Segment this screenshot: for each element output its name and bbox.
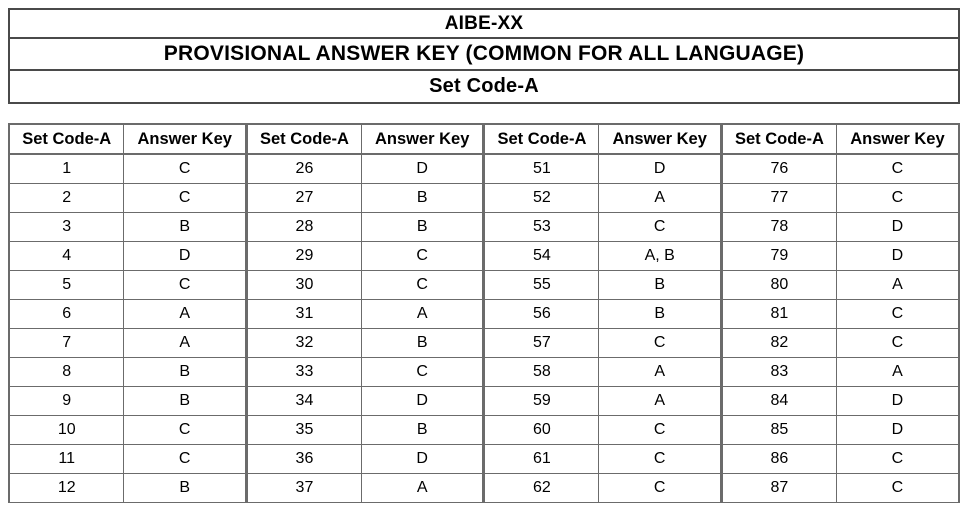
answer-value: A bbox=[361, 473, 484, 502]
answer-value: C bbox=[599, 212, 722, 241]
question-number: 81 bbox=[721, 299, 836, 328]
answer-value: A bbox=[124, 299, 247, 328]
question-number: 79 bbox=[721, 241, 836, 270]
question-number: 7 bbox=[9, 328, 124, 357]
answer-value: D bbox=[361, 444, 484, 473]
answer-value: D bbox=[361, 386, 484, 415]
question-number: 80 bbox=[721, 270, 836, 299]
column-header-set-code-1: Set Code-A bbox=[9, 124, 124, 154]
question-number: 31 bbox=[246, 299, 361, 328]
question-number: 51 bbox=[484, 154, 599, 183]
answer-value: A bbox=[599, 357, 722, 386]
table-row bbox=[9, 270, 959, 299]
answer-value: B bbox=[361, 415, 484, 444]
answer-value: A, B bbox=[599, 241, 722, 270]
answer-value: D bbox=[836, 241, 959, 270]
answer-value: B bbox=[124, 386, 247, 415]
question-number: 27 bbox=[246, 183, 361, 212]
question-number: 1 bbox=[9, 154, 124, 183]
table-row bbox=[9, 212, 959, 241]
column-header-set-code-4: Set Code-A bbox=[721, 124, 836, 154]
question-number: 60 bbox=[484, 415, 599, 444]
answer-value: B bbox=[361, 183, 484, 212]
question-number: 85 bbox=[721, 415, 836, 444]
answer-value: C bbox=[599, 328, 722, 357]
answer-value: C bbox=[599, 444, 722, 473]
question-number: 2 bbox=[9, 183, 124, 212]
table-row bbox=[9, 299, 959, 328]
answer-value: B bbox=[361, 328, 484, 357]
question-number: 58 bbox=[484, 357, 599, 386]
column-header-set-code-3: Set Code-A bbox=[484, 124, 599, 154]
table-row bbox=[9, 386, 959, 415]
question-number: 54 bbox=[484, 241, 599, 270]
question-number: 3 bbox=[9, 212, 124, 241]
answer-value: D bbox=[124, 241, 247, 270]
question-number: 84 bbox=[721, 386, 836, 415]
question-number: 87 bbox=[721, 473, 836, 502]
column-header-answer-key-1: Answer Key bbox=[124, 124, 247, 154]
answer-value: C bbox=[124, 415, 247, 444]
answer-value: B bbox=[124, 357, 247, 386]
question-number: 61 bbox=[484, 444, 599, 473]
question-number: 52 bbox=[484, 183, 599, 212]
question-number: 33 bbox=[246, 357, 361, 386]
answer-value: C bbox=[361, 270, 484, 299]
answer-value: C bbox=[836, 473, 959, 502]
answer-value: C bbox=[836, 328, 959, 357]
question-number: 57 bbox=[484, 328, 599, 357]
exam-title: AIBE-XX bbox=[10, 10, 958, 39]
answer-value: C bbox=[836, 183, 959, 212]
question-number: 32 bbox=[246, 328, 361, 357]
table-row bbox=[9, 473, 959, 502]
answer-value: C bbox=[836, 444, 959, 473]
answer-value: A bbox=[361, 299, 484, 328]
table-header-row bbox=[9, 124, 959, 154]
answer-value: C bbox=[836, 299, 959, 328]
answer-value: D bbox=[361, 154, 484, 183]
answer-value: A bbox=[599, 183, 722, 212]
answer-value: A bbox=[599, 386, 722, 415]
question-number: 30 bbox=[246, 270, 361, 299]
document-header bbox=[8, 8, 960, 104]
answer-key-table-body bbox=[9, 154, 959, 502]
question-number: 11 bbox=[9, 444, 124, 473]
answer-value: C bbox=[361, 357, 484, 386]
question-number: 55 bbox=[484, 270, 599, 299]
question-number: 29 bbox=[246, 241, 361, 270]
question-number: 36 bbox=[246, 444, 361, 473]
answer-key-table bbox=[8, 123, 960, 503]
question-number: 35 bbox=[246, 415, 361, 444]
answer-value: A bbox=[836, 357, 959, 386]
answer-value: C bbox=[599, 473, 722, 502]
question-number: 12 bbox=[9, 473, 124, 502]
column-header-answer-key-3: Answer Key bbox=[599, 124, 722, 154]
table-row bbox=[9, 415, 959, 444]
answer-value: D bbox=[836, 386, 959, 415]
question-number: 4 bbox=[9, 241, 124, 270]
answer-value: C bbox=[124, 183, 247, 212]
answer-value: A bbox=[836, 270, 959, 299]
question-number: 83 bbox=[721, 357, 836, 386]
answer-value: C bbox=[124, 444, 247, 473]
table-row bbox=[9, 241, 959, 270]
question-number: 37 bbox=[246, 473, 361, 502]
question-number: 78 bbox=[721, 212, 836, 241]
question-number: 86 bbox=[721, 444, 836, 473]
document-subtitle: PROVISIONAL ANSWER KEY (COMMON FOR ALL LANGUAGE) bbox=[10, 39, 958, 71]
column-header-answer-key-2: Answer Key bbox=[361, 124, 484, 154]
question-number: 34 bbox=[246, 386, 361, 415]
question-number: 6 bbox=[9, 299, 124, 328]
answer-value: C bbox=[361, 241, 484, 270]
column-header-answer-key-4: Answer Key bbox=[836, 124, 959, 154]
answer-value: C bbox=[599, 415, 722, 444]
question-number: 56 bbox=[484, 299, 599, 328]
question-number: 76 bbox=[721, 154, 836, 183]
table-row bbox=[9, 444, 959, 473]
answer-value: D bbox=[836, 212, 959, 241]
question-number: 5 bbox=[9, 270, 124, 299]
question-number: 9 bbox=[9, 386, 124, 415]
table-row bbox=[9, 154, 959, 183]
answer-value: B bbox=[361, 212, 484, 241]
answer-value: D bbox=[836, 415, 959, 444]
question-number: 62 bbox=[484, 473, 599, 502]
answer-key-table-wrapper bbox=[8, 123, 960, 503]
question-number: 59 bbox=[484, 386, 599, 415]
question-number: 28 bbox=[246, 212, 361, 241]
question-number: 53 bbox=[484, 212, 599, 241]
table-row bbox=[9, 357, 959, 386]
answer-value: C bbox=[836, 154, 959, 183]
answer-value: B bbox=[124, 212, 247, 241]
question-number: 77 bbox=[721, 183, 836, 212]
question-number: 82 bbox=[721, 328, 836, 357]
question-number: 10 bbox=[9, 415, 124, 444]
answer-value: B bbox=[599, 270, 722, 299]
answer-value: D bbox=[599, 154, 722, 183]
answer-value: A bbox=[124, 328, 247, 357]
answer-value: B bbox=[124, 473, 247, 502]
question-number: 26 bbox=[246, 154, 361, 183]
table-row bbox=[9, 328, 959, 357]
answer-value: C bbox=[124, 270, 247, 299]
table-row bbox=[9, 183, 959, 212]
answer-value: B bbox=[599, 299, 722, 328]
question-number: 8 bbox=[9, 357, 124, 386]
set-code-title: Set Code-A bbox=[429, 75, 539, 97]
answer-value: C bbox=[124, 154, 247, 183]
column-header-set-code-2: Set Code-A bbox=[246, 124, 361, 154]
